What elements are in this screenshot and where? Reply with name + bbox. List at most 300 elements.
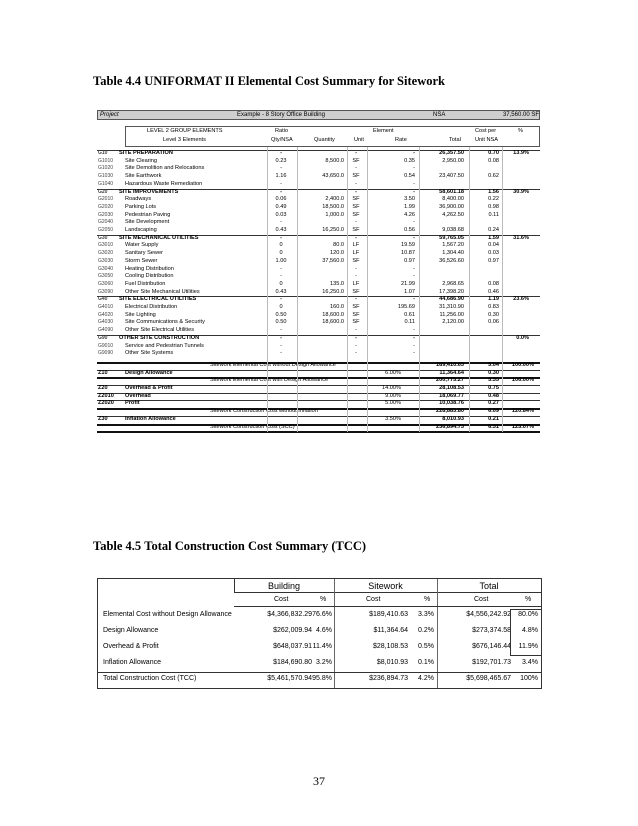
element-unit: SF <box>352 288 360 295</box>
element-desc: Pedestrian Paving <box>125 211 171 218</box>
element-desc: Other Site Electrical Utilities <box>125 327 195 334</box>
element-unit: SF <box>352 319 360 326</box>
element-quantity: 18,600.0 <box>322 311 344 318</box>
element-cost-per-nsa: 0.22 <box>488 196 499 203</box>
summary-divider <box>97 393 540 394</box>
sub-total-cost: Cost <box>474 596 489 603</box>
element-code: G3020 <box>98 250 114 257</box>
element-total: 4,262.50 <box>442 211 464 218</box>
table-4-4-caption <box>93 74 445 89</box>
element-code: G30 <box>98 234 108 241</box>
element-ratio: - <box>280 234 282 241</box>
element-quantity: 1,000.0 <box>325 211 344 218</box>
element-total: 2,968.65 <box>442 280 464 287</box>
element-code: G1020 <box>98 165 114 172</box>
element-ratio: 0 <box>279 304 283 310</box>
project-name: Example - 8 Story Office Building <box>237 112 325 118</box>
column-rule <box>267 147 268 432</box>
summary-rate: 9.00% <box>385 392 401 399</box>
element-total: 23,407.50 <box>439 173 464 180</box>
element-rate: 0.61 <box>404 311 415 318</box>
sitework-pct: 0.1% <box>418 659 434 666</box>
element-ratio: - <box>280 334 282 341</box>
element-ratio: - <box>280 219 282 226</box>
caption-title: UNIFORMAT II Elemental Cost Summary for Sitework <box>144 74 445 88</box>
sitework-pct: 0.2% <box>418 627 434 634</box>
summary-code: Z20 <box>98 385 108 391</box>
sitework-pct: 3.3% <box>418 611 434 618</box>
tcc-row-label: Design Allowance <box>103 627 159 634</box>
element-ratio: 0.49 <box>275 203 287 210</box>
sub-building-pct: % <box>320 596 327 603</box>
element-code: G2010 <box>98 196 114 203</box>
element-rate: - <box>413 327 415 334</box>
sitework-cost: $28,108.53 <box>372 643 408 650</box>
element-desc: Fuel Distribution <box>125 280 166 287</box>
building-cost: $648,037.91 <box>273 643 312 650</box>
element-rate: - <box>413 342 415 349</box>
summary-subtotal-label: Sitework Elemental Cost with Design Allowance <box>210 377 329 384</box>
element-desc: SITE IMPROVEMENTS <box>119 188 179 195</box>
column-rule <box>419 147 420 432</box>
element-rate: - <box>413 265 415 272</box>
element-total: 36,900.00 <box>439 203 464 210</box>
total-pct-highlight-box <box>510 609 541 656</box>
element-total: 2,950.00 <box>442 157 464 164</box>
element-ratio: 0.50 <box>275 311 287 318</box>
tcc-row-label: Overhead & Profit <box>103 643 159 650</box>
building-cost: $5,461,570.94 <box>267 675 312 682</box>
summary-total: 28,108.53 <box>439 385 464 391</box>
element-unit: SF <box>352 257 360 264</box>
summary-label: Inflation Allowance <box>125 415 176 422</box>
element-desc: Storm Sewer <box>125 257 158 264</box>
element-total: 2,120.00 <box>442 319 464 326</box>
element-quantity: 18,500.0 <box>322 203 344 210</box>
element-ratio: 0.43 <box>275 288 287 295</box>
element-code: G2030 <box>98 211 114 218</box>
summary-subtotal-label: Sitework Elemental Cost without Design Allowance <box>210 361 336 368</box>
summary-cost-per-nsa: 5.04 <box>488 361 499 368</box>
page-number: 37 <box>313 774 325 788</box>
element-cost-per-nsa: 0.97 <box>488 257 499 264</box>
uniformat-cost-table <box>97 110 540 500</box>
hdr-rate: Rate <box>395 137 407 143</box>
hdr-unit-nsa: Unit NSA <box>475 137 499 143</box>
element-quantity: 43,650.0 <box>322 173 344 180</box>
element-cost-per-nsa: 1.56 <box>488 188 499 195</box>
element-pct: 30.9% <box>513 188 529 195</box>
element-total: 1,567.20 <box>442 242 464 249</box>
element-pct: 0.0% <box>516 334 529 341</box>
element-unit: - <box>355 234 357 241</box>
total-pct: 100% <box>520 675 538 682</box>
element-rate: 21.99 <box>401 280 415 287</box>
element-desc: Electrical Distribution <box>125 304 178 310</box>
element-rate: 4.26 <box>404 211 415 218</box>
element-ratio: 0 <box>279 250 283 257</box>
summary-label: Overhead & Profit <box>125 385 173 391</box>
sitework-pct: 4.2% <box>418 675 434 682</box>
element-unit: - <box>355 165 357 172</box>
building-pct: 4.6% <box>316 627 332 634</box>
element-rate: 3.50 <box>404 196 415 203</box>
element-unit: SF <box>352 211 360 218</box>
total-cost: $4,556,242.92 <box>466 611 511 618</box>
element-desc: SITE MECHANICAL UTILITIES <box>119 234 199 241</box>
element-quantity: 16,250.0 <box>322 227 344 233</box>
summary-total: 236,894.73 <box>436 423 464 430</box>
summary-cost-per-nsa: 0.75 <box>488 385 499 391</box>
element-unit: - <box>355 327 357 334</box>
group-total: Total <box>479 581 499 591</box>
element-desc: Sanitary Sewer <box>125 250 163 257</box>
element-quantity: 18,600.0 <box>322 319 344 326</box>
summary-rate: 14.00% <box>382 385 401 391</box>
total-pct: 3.4% <box>522 659 538 666</box>
summary-subtotal-label: Sitework Construction Cost without Inflation <box>210 408 318 415</box>
summary-total: 189,410.63 <box>436 361 464 368</box>
summary-total: 8,010.93 <box>442 415 464 422</box>
sitework-cost: $189,410.63 <box>369 611 408 618</box>
element-cost-per-nsa: 0.11 <box>488 211 499 218</box>
building-pct: 95.8% <box>312 675 332 682</box>
column-rule <box>502 147 503 432</box>
element-rate: 1.07 <box>404 288 415 295</box>
element-unit: SF <box>352 203 360 210</box>
element-code: G3090 <box>98 288 114 295</box>
element-cost-per-nsa: 0.70 <box>488 150 499 156</box>
element-rate: - <box>413 219 415 226</box>
element-rate: 0.97 <box>404 257 415 264</box>
element-code: G4090 <box>98 327 114 334</box>
summary-label: Design Allowance <box>125 369 173 376</box>
element-code: G10 <box>98 150 108 156</box>
building-cost: $184,690.80 <box>273 659 312 666</box>
element-code: G3010 <box>98 242 114 249</box>
total-cost: $192,701.73 <box>472 659 511 666</box>
summary-cost-per-nsa: 5.35 <box>488 377 499 384</box>
element-code: G4020 <box>98 311 114 318</box>
tcc-summary-table <box>97 578 542 689</box>
total-pct: 11.9% <box>518 643 538 650</box>
element-unit: SF <box>352 311 360 318</box>
element-unit: LF <box>352 250 360 257</box>
element-total: 36,526.60 <box>439 257 464 264</box>
hdr-total: Total <box>449 137 461 143</box>
table-4-5-caption <box>93 539 366 554</box>
element-quantity: 2,400.0 <box>325 196 344 203</box>
element-desc: Site Communications & Security <box>125 319 205 326</box>
element-unit: SF <box>352 227 360 233</box>
summary-rate: 3.50% <box>385 415 401 422</box>
element-unit: - <box>355 350 357 357</box>
element-code: G1040 <box>98 180 114 187</box>
element-total: 59,765.05 <box>439 234 464 241</box>
element-desc: Water Supply <box>125 242 159 249</box>
element-quantity: 37,560.0 <box>322 257 344 264</box>
element-unit: - <box>355 150 357 156</box>
summary-code: Z2010 <box>98 392 114 399</box>
nsa-label: NSA <box>433 112 446 118</box>
element-unit: SF <box>352 196 360 203</box>
element-rate: - <box>413 234 415 241</box>
summary-cost-per-nsa: 0.30 <box>488 369 499 376</box>
element-code: G90 <box>98 334 108 341</box>
summary-pct: 100.00% <box>511 361 534 368</box>
element-total: 26,357.50 <box>439 150 464 156</box>
column-rule <box>297 147 298 432</box>
total-cost: $5,698,465.67 <box>466 675 511 682</box>
hdr-ratio: Ratio <box>275 128 289 134</box>
element-total: 31,310.90 <box>439 304 464 310</box>
element-rate: - <box>413 180 415 187</box>
group-building: Building <box>267 581 301 591</box>
element-desc: Site Lighting <box>125 311 156 318</box>
summary-divider <box>97 400 540 401</box>
element-rate: 195.69 <box>397 304 415 310</box>
summary-label: Overhead <box>125 392 151 399</box>
element-code: G2020 <box>98 203 114 210</box>
caption-label: Table 4.4 <box>93 74 142 88</box>
element-code: G1030 <box>98 173 114 180</box>
element-code: G9010 <box>98 342 114 349</box>
element-cost-per-nsa: 1.19 <box>488 296 499 303</box>
element-ratio: - <box>280 165 282 172</box>
element-rate: - <box>413 334 415 341</box>
element-unit: SF <box>352 157 360 164</box>
element-ratio: 0.23 <box>275 157 287 164</box>
summary-pct: 106.00% <box>511 377 534 384</box>
element-unit: - <box>355 296 357 303</box>
hdr-cost-per: Cost per <box>475 128 497 134</box>
total-cost: $676,146.44 <box>472 643 511 650</box>
element-code: G2040 <box>98 219 114 226</box>
building-pct: 3.2% <box>316 659 332 666</box>
sub-sitework-pct: % <box>424 596 431 603</box>
element-ratio: 0 <box>279 242 283 249</box>
element-code: G4030 <box>98 319 114 326</box>
element-unit: SF <box>352 304 360 310</box>
summary-total: 11,364.64 <box>439 369 464 376</box>
element-desc: Parking Lots <box>125 203 157 210</box>
element-cost-per-nsa: 0.30 <box>488 311 499 318</box>
element-quantity: 160.0 <box>330 304 344 310</box>
sub-total-pct: % <box>525 596 532 603</box>
tcc-row-label: Elemental Cost without Design Allowance <box>103 611 232 618</box>
summary-cost-per-nsa: 6.31 <box>488 423 499 430</box>
summary-divider <box>97 408 540 410</box>
element-desc: SITE ELECTRICAL UTILITIES <box>119 296 197 303</box>
hdr-pct: % <box>518 128 523 134</box>
element-ratio: - <box>280 265 282 272</box>
element-desc: Other Site Mechanical Utilities <box>125 288 200 295</box>
sub-building-cost: Cost <box>274 596 289 603</box>
element-cost-per-nsa: 0.08 <box>488 157 499 164</box>
element-rate: 0.11 <box>404 319 415 326</box>
nsa-value: 37,560.00 SF <box>502 112 539 118</box>
element-desc: OTHER SITE CONSTRUCTION <box>119 334 200 341</box>
element-unit: - <box>355 180 357 187</box>
element-rate: - <box>413 296 415 303</box>
element-code: G3050 <box>98 273 114 280</box>
summary-code: Z10 <box>98 369 108 376</box>
summary-total: 200,775.27 <box>436 377 464 384</box>
summary-subtotal-label: Sitework Construction Cost (SCC) <box>210 423 295 430</box>
element-desc: Site Demolition and Relocations <box>125 165 205 172</box>
element-cost-per-nsa: 1.59 <box>488 234 499 241</box>
summary-label: Profit <box>125 400 140 407</box>
element-total: 58,601.18 <box>439 188 464 195</box>
element-rate: 0.56 <box>404 227 415 233</box>
element-rate: - <box>413 350 415 357</box>
table-bottom-rule <box>97 431 540 433</box>
element-desc: Other Site Systems <box>125 350 174 357</box>
element-code: G1010 <box>98 157 114 164</box>
element-desc: Site Earthwork <box>125 173 162 180</box>
element-cost-per-nsa: 0.98 <box>488 203 499 210</box>
element-ratio: - <box>280 180 282 187</box>
element-pct: 13.9% <box>513 150 529 156</box>
summary-cost-per-nsa: 0.21 <box>488 415 499 422</box>
summary-cost-per-nsa: 0.27 <box>488 400 499 407</box>
sub-sitework-cost: Cost <box>366 596 381 603</box>
element-unit: SF <box>352 173 360 180</box>
summary-total: 228,883.80 <box>436 408 464 415</box>
hdr-level2: LEVEL 2 GROUP ELEMENTS <box>147 128 223 134</box>
summary-total: 18,069.77 <box>439 392 464 399</box>
element-cost-per-nsa: 0.03 <box>488 250 499 257</box>
caption-title: Total Construction Cost Summary (TCC) <box>144 539 367 553</box>
element-ratio: 0.03 <box>275 211 287 218</box>
element-ratio: 1.16 <box>275 173 287 180</box>
hdr-unit: Unit <box>354 137 364 143</box>
element-rate: 0.35 <box>404 157 415 164</box>
element-unit: - <box>355 334 357 341</box>
element-cost-per-nsa: 0.46 <box>488 288 499 295</box>
element-code: G3040 <box>98 265 114 272</box>
element-desc: Landscaping <box>125 227 157 233</box>
element-ratio: - <box>280 350 282 357</box>
element-cost-per-nsa: 0.08 <box>488 280 499 287</box>
element-desc: Site Development <box>125 219 170 226</box>
element-rate: - <box>413 150 415 156</box>
element-desc: SITE PREPARATION <box>119 150 173 156</box>
element-desc: Site Clearing <box>125 157 158 164</box>
summary-pct: 125.07% <box>511 423 534 430</box>
tcc-row-label: Inflation Allowance <box>103 659 161 666</box>
element-cost-per-nsa: 0.06 <box>488 319 499 326</box>
element-code: G3030 <box>98 257 114 264</box>
summary-code: Z2020 <box>98 400 114 407</box>
element-rate: 19.59 <box>401 242 415 249</box>
element-cost-per-nsa: 0.83 <box>488 304 499 310</box>
element-ratio: 1.00 <box>275 257 287 264</box>
element-unit: - <box>355 273 357 280</box>
element-unit: LF <box>352 242 360 249</box>
element-ratio: 0.43 <box>275 227 287 233</box>
element-unit: - <box>355 265 357 272</box>
element-total: 17,398.20 <box>439 288 464 295</box>
element-pct: 31.6% <box>513 234 529 241</box>
building-pct: 76.6% <box>312 611 332 618</box>
element-ratio: 0 <box>279 280 283 287</box>
element-desc: Service and Pedestrian Tunnels <box>125 342 204 349</box>
summary-divider <box>97 424 540 426</box>
total-row-rule <box>98 672 541 673</box>
summary-rate: 5.00% <box>385 400 401 407</box>
element-ratio: - <box>280 327 282 334</box>
summary-pct: 120.84% <box>511 408 534 415</box>
element-rate: - <box>413 273 415 280</box>
element-rate: - <box>413 188 415 195</box>
element-rate: - <box>413 165 415 172</box>
sitework-pct: 0.5% <box>418 643 434 650</box>
element-unit: - <box>355 342 357 349</box>
element-quantity: 80.0 <box>333 242 344 249</box>
element-code: G20 <box>98 188 108 195</box>
element-desc: Heating Distribution <box>125 265 174 272</box>
column-rule <box>469 147 470 432</box>
element-code: G2050 <box>98 227 114 233</box>
building-cost: $262,009.94 <box>273 627 312 634</box>
element-ratio: - <box>280 342 282 349</box>
element-cost-per-nsa: 0.24 <box>488 227 499 233</box>
total-pct: 80.0% <box>518 611 538 618</box>
element-total: 9,038.68 <box>442 227 464 233</box>
element-code: G3060 <box>98 280 114 287</box>
caption-label: Table 4.5 <box>93 539 142 553</box>
hdr-qty-nsa: Qty/NSA <box>271 137 293 143</box>
element-unit: - <box>355 188 357 195</box>
element-desc: Roadways <box>125 196 152 203</box>
element-unit: LF <box>352 280 360 287</box>
summary-cost-per-nsa: 6.09 <box>488 408 499 415</box>
project-label: Project <box>100 112 119 118</box>
summary-rate: 6.00% <box>385 369 401 376</box>
element-quantity: 16,250.0 <box>322 288 344 295</box>
tcc-row-label: Total Construction Cost (TCC) <box>103 675 197 682</box>
element-rate: 0.54 <box>404 173 415 180</box>
element-total: 1,304.40 <box>442 250 464 257</box>
element-total: 44,686.90 <box>439 296 464 303</box>
element-ratio: 0.06 <box>275 196 287 203</box>
element-total: 11,256.00 <box>439 311 464 318</box>
summary-total: 10,038.76 <box>439 400 464 407</box>
summary-code: Z30 <box>98 415 108 422</box>
element-ratio: - <box>280 296 282 303</box>
building-cost: $4,366,832.29 <box>267 611 312 618</box>
element-unit: - <box>355 219 357 226</box>
element-ratio: - <box>280 150 282 156</box>
element-pct: 23.6% <box>513 296 529 303</box>
element-quantity: 120.0 <box>330 250 344 257</box>
element-code: G9090 <box>98 350 114 357</box>
element-desc: Cooling Distribution <box>125 273 174 280</box>
element-code: G40 <box>98 296 108 303</box>
summary-cost-per-nsa: 0.48 <box>488 392 499 399</box>
sitework-cost: $236,894.73 <box>369 675 408 682</box>
element-rate: 1.99 <box>404 203 415 210</box>
element-cost-per-nsa: 0.04 <box>488 242 499 249</box>
hdr-element: Element <box>373 128 394 134</box>
element-ratio: - <box>280 188 282 195</box>
element-quantity: 8,500.0 <box>325 157 344 164</box>
column-rule <box>367 147 368 432</box>
element-ratio: 0.50 <box>275 319 287 326</box>
column-rule <box>347 147 348 432</box>
total-cost: $273,374.58 <box>472 627 511 634</box>
